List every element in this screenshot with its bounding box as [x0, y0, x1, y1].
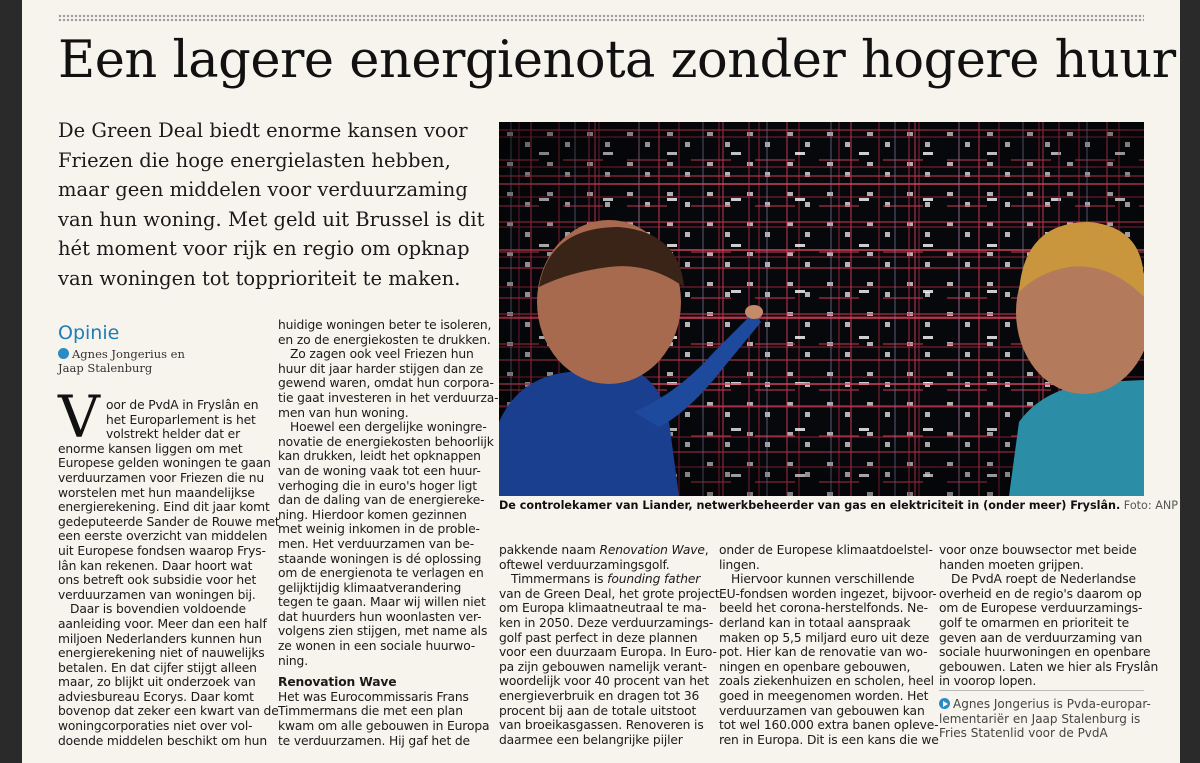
bio-line: Agnes Jongerius is Pvda-europar-	[953, 697, 1151, 711]
text-line: procent bij aan de totale uitstoot	[499, 703, 697, 718]
text-line: te verduurzamen. Hij gaf het de	[278, 733, 470, 748]
text-line: beeld het corona-herstelfonds. Ne-	[719, 601, 928, 616]
dotted-rule	[58, 14, 1144, 22]
article-column-4	[719, 543, 939, 747]
text-line: pakkende naam Renovation Wave,	[499, 543, 709, 557]
text-line: enorme kansen liggen om met	[58, 441, 243, 456]
text-line: Zo zagen ook veel Friezen hun	[290, 347, 474, 362]
text-line: van broeikasgassen. Renoveren is	[499, 718, 704, 733]
text-line: om de Europese verduurzamings-	[939, 601, 1143, 616]
text-line: het Europarlement is het	[106, 412, 256, 427]
author-icon	[58, 348, 69, 359]
text-line: oor de PvdA in Fryslân en	[106, 398, 259, 412]
text-line: een eerste overzicht van middelen	[58, 529, 268, 544]
text-line: aanleiding voor. Meer dan een half	[58, 616, 267, 631]
text-line: ning. Hierdoor komen gezinnen	[278, 507, 467, 522]
control-room-photo	[499, 122, 1144, 496]
text-line: om de energienota te verlagen en	[278, 566, 484, 581]
text-line: gebouwen. Laten we hier als Fryslân	[939, 659, 1159, 674]
text-line: Het was Eurocommissaris Frans	[278, 689, 469, 704]
text-line: adviesbureau Ecorys. Daar komt	[58, 689, 254, 704]
text-line: dat huurders hun woonlasten ver-	[278, 609, 482, 624]
text-line: uit Europese fondsen waarop Frys-	[58, 543, 266, 558]
arrow-icon	[939, 698, 950, 709]
text-line: golf te omarmen en prioriteit te	[939, 615, 1130, 630]
text-line: men. Het verduurzamen van be-	[278, 536, 475, 551]
intro-line: De Green Deal biedt enorme kansen voor	[58, 119, 468, 142]
text-line: tie gaat investeren in het verduurza-	[278, 390, 499, 405]
intro-line: hét moment voor rijk en regio om opknap	[58, 237, 470, 260]
text-line: energierekening niet of nauwelijks	[58, 646, 265, 661]
bio-divider	[939, 690, 1144, 691]
text-line: ningen en openbare gebouwen,	[719, 659, 911, 674]
text-line: van de woning vaak tot een huur-	[278, 463, 481, 478]
byline-line: Agnes Jongerius en	[72, 347, 185, 361]
text-line: Hoewel een dergelijke woningre-	[290, 420, 487, 435]
text-line: kwam om alle gebouwen in Europa	[278, 719, 490, 734]
photo-caption	[499, 499, 1178, 513]
article-column-5	[939, 543, 1159, 689]
text-line: sociale huurwoningen en openbare	[939, 645, 1151, 660]
text-line: doende middelen beschikt om hun	[58, 733, 267, 748]
photo-credit: Foto: ANP	[1123, 499, 1178, 512]
text-line: miljoen Nederlanders kunnen hun	[58, 631, 262, 646]
text-line: Daar is bovendien voldoende	[70, 602, 246, 617]
text-line: lingen.	[719, 557, 760, 572]
text-line: betalen. En dat cijfer stijgt alleen	[58, 660, 257, 675]
text-line: ons betreft ook subsidie voor het	[58, 573, 257, 588]
text-line: van de Green Deal, het grote project	[499, 586, 720, 601]
intro-line: Friezen die hoge energielasten hebben,	[58, 148, 451, 172]
control-room-illustration	[499, 122, 1144, 496]
intro-line: maar geen middelen voor verduurzaming	[58, 178, 468, 201]
text-line: Timmermans die met een plan	[278, 704, 463, 719]
text-line: dan de daling van de energiereke-	[278, 493, 485, 508]
text-line: en zo de energiekosten te drukken.	[278, 332, 491, 347]
text-line: volgens zien stijgen, met name als	[278, 624, 488, 639]
text-line: kan drukken, leidt het opknappen	[278, 449, 481, 464]
text-line: derland kan in totaal aanspraak	[719, 615, 911, 630]
text-line: De PvdA roept de Nederlandse	[951, 572, 1136, 587]
text-line: huur dit jaar harder stijgen dan ze	[278, 361, 484, 376]
text-line: om Europa klimaatneutraal te ma-	[499, 601, 707, 616]
text-line: EU-fondsen worden ingezet, bijvoor-	[719, 586, 937, 601]
drop-cap: V	[58, 383, 100, 451]
article-column-2	[278, 318, 499, 748]
text-line: bovenop dat zeker een kwart van de	[58, 704, 279, 719]
text-line: geven aan de verduurzaming van	[939, 630, 1143, 645]
text-line: worstelen met hun maandelijkse	[58, 485, 255, 500]
text-line: oftewel verduurzamingsgolf.	[499, 557, 670, 572]
text-line: ze wonen in een sociale huurwo-	[278, 639, 476, 654]
text-line: gelijktijdig klimaatverandering	[278, 580, 462, 595]
text-line: huidige woningen beter te isoleren,	[278, 318, 492, 332]
text-line: verduurzamen voor Friezen die nu	[58, 470, 265, 485]
article-column-1	[58, 398, 280, 748]
text-line: maken op 5,5 miljard euro uit deze	[719, 630, 930, 645]
text-line: energierekening. Eind dit jaar komt	[58, 500, 270, 515]
text-line: Europese gelden woningen te gaan	[58, 456, 271, 471]
text-line: gedeputeerde Sander de Rouwe met	[58, 514, 280, 529]
text-line: ren in Europa. Dit is een kans die we	[719, 732, 939, 747]
text-line: volstrekt helder dat er	[106, 427, 241, 442]
text-line: tegen te gaan. Maar wij willen niet	[278, 595, 486, 610]
text-line: verhoging die in euro's hoger ligt	[278, 478, 477, 493]
text-line: verduurzamen van woningen bij.	[58, 587, 256, 602]
text-line: Timmermans is founding father	[511, 572, 701, 587]
text-line: woordelijk voor 40 procent van het	[499, 674, 709, 689]
text-line: zoals ziekenhuizen en scholen, heel	[719, 674, 934, 689]
text-line: met weinig inkomen in de proble-	[278, 522, 480, 537]
text-line: woningcorporaties niet over vol-	[58, 719, 253, 734]
article-column-3	[499, 543, 720, 747]
text-line: voor onze bouwsector met beide	[939, 543, 1137, 557]
byline-line: Jaap Stalenburg	[58, 361, 153, 375]
text-line: gewend waren, omdat hun corpora-	[278, 376, 494, 391]
headline: Een lagere energienota zonder hogere huur	[58, 31, 1176, 90]
text-line: voor een duurzaam Europa. In Euro-	[499, 645, 717, 660]
text-line: Hiervoor kunnen verschillende	[731, 572, 915, 587]
bio-line: Fries Statenlid voor de PvdA	[939, 726, 1108, 741]
text-line: daarmee een belangrijke pijler	[499, 732, 683, 747]
intro-paragraph	[58, 116, 498, 293]
text-line: energieverbruik en dragen tot 36	[499, 688, 700, 703]
text-line: in voorop lopen.	[939, 674, 1037, 689]
intro-line: van woningen tot topprioriteit te maken.	[58, 266, 461, 290]
text-line: staande woningen is dé oplossing	[278, 551, 482, 566]
bio-line: lementariër en Jaap Stalenburg is	[939, 711, 1141, 726]
text-line: handen moeten grijpen.	[939, 557, 1084, 572]
text-line: verduurzamen van gebouwen kan	[719, 703, 925, 718]
text-line: pot. Hier kan de renovatie van wo-	[719, 645, 928, 660]
text-line: ning.	[278, 653, 308, 668]
text-line: tot wel 160.000 extra banen opleve-	[719, 718, 939, 733]
author-bio	[939, 697, 1149, 741]
text-line: men van hun woning.	[278, 405, 409, 420]
text-line: lân kan rekenen. Daar hoort wat	[58, 558, 253, 573]
text-line: novatie de energiekosten behoorlijk	[278, 434, 494, 449]
text-line: pa zijn gebouwen namelijk verant-	[499, 659, 707, 674]
subheading: Renovation Wave	[278, 675, 397, 690]
text-line: goed in meegenomen worden. Het	[719, 688, 929, 703]
text-line: overheid en de regio's daarom op	[939, 586, 1142, 601]
caption-text: De controlekamer van Liander, netwerkbeheerder van gas en elektriciteit in (onder meer) Fryslân.	[499, 499, 1121, 512]
intro-line: van hun woning. Met geld uit Brussel is dit	[58, 207, 485, 231]
byline	[58, 347, 268, 375]
text-line: onder de Europese klimaatdoelstel-	[719, 543, 933, 557]
text-line: ken in 2050. Deze verduurzamings-	[499, 615, 714, 630]
text-line: golf past perfect in deze plannen	[499, 630, 698, 645]
text-line: maar, zo blijkt uit onderzoek van	[58, 675, 256, 690]
section-label: Opinie	[58, 322, 120, 344]
